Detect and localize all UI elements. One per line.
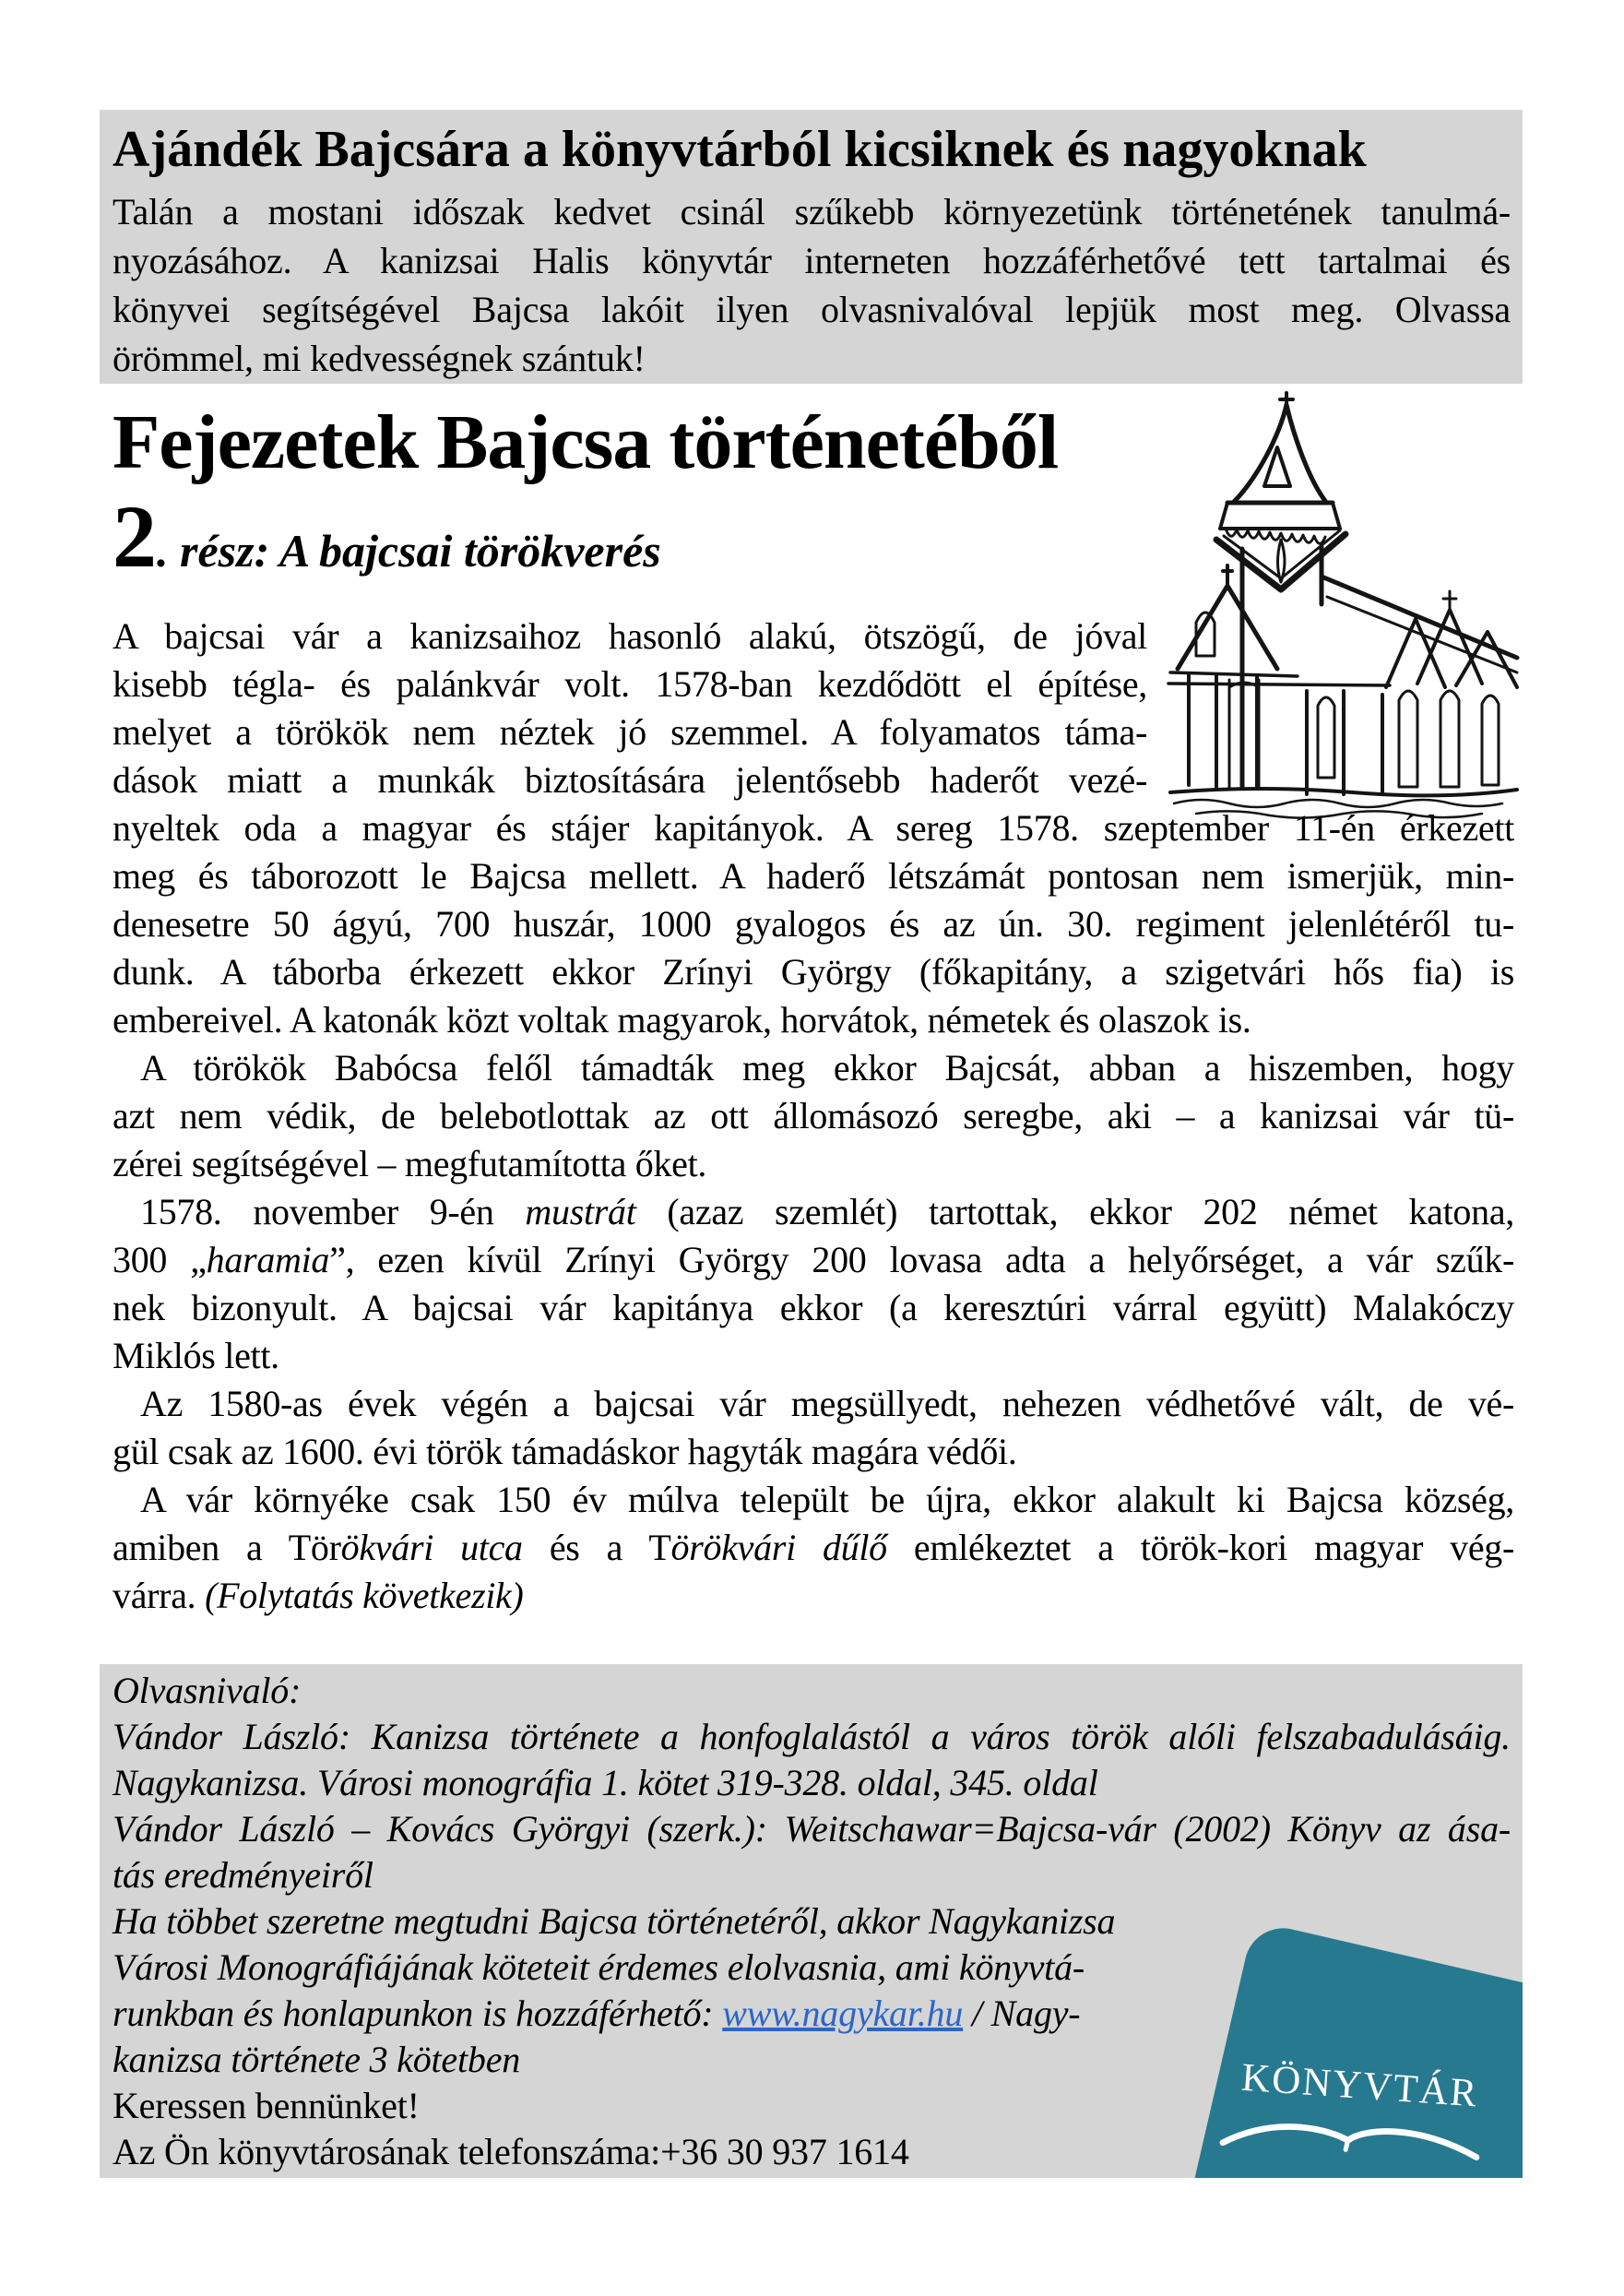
text-line: kanizsa története 3 kötetben <box>113 2039 521 2080</box>
text-line: A törökök Babócsa felől támadták meg ekkor Bajcsát, abban a hiszemben, hogy <box>140 1047 1514 1089</box>
text-line: 1578. november 9-én mustrát (azaz szemlét) tartottak, ekkor 202 német katona, <box>140 1191 1514 1232</box>
text-line: zérei segítségével – megfutamította őket. <box>113 1143 707 1184</box>
notice-body <box>113 187 1511 383</box>
text-line: runkban és honlapunkon is hozzáférhető: www.nagykar.hu / Nagy- <box>113 1993 1081 2034</box>
text-line: Olvasnivaló: <box>113 1670 302 1711</box>
text-line: Vándor László: Kanizsa története a honfoglalástól a város török alóli felszabadulásáig. <box>113 1716 1511 1757</box>
text-line: nyeltek oda a magyar és stájer kapitányok. A sereg 1578. szeptember 11-én érkezett <box>113 807 1514 849</box>
text-line: 300 „haramia”, ezen kívül Zrínyi György 200 lovasa adta a helyőrséget, a vár szűk- <box>113 1239 1514 1280</box>
library-logo-label: KÖNYVTÁR <box>1239 2055 1480 2116</box>
top-notice-box <box>100 110 1523 384</box>
text-line: Talán a mostani időszak kedvet csinál szűkebb környezetünk történetének tanulmá- <box>113 191 1511 232</box>
text-line: nek bizonyult. A bajcsai vár kapitánya ekkor (a keresztúri várral együtt) Malakóczy <box>113 1287 1514 1328</box>
text-line: Vándor László – Kovács Györgyi (szerk.): Weitschawar=Bajcsa-vár (2002) Könyv az ása- <box>113 1808 1511 1850</box>
text-line: kisebb tégla- és palánkvár volt. 1578-ban kezdődött el építése, <box>113 663 1147 705</box>
text-line: dások miatt a munkák biztosítására jelentősebb haderőt vezé- <box>113 759 1147 801</box>
text-line: azt nem védik, de belebotlottak az ott állomásozó seregbe, aki – a kanizsai vár tü- <box>113 1095 1514 1136</box>
text-line: A bajcsai vár a kanizsaihoz hasonló alakú, ötszögű, de jóval <box>113 615 1147 657</box>
text-line: Nagykanizsa. Városi monográfia 1. kötet 319-328. oldal, 345. oldal <box>113 1762 1098 1803</box>
text-line: Ha többet szeretne megtudni Bajcsa történetéről, akkor Nagykanizsa <box>113 1900 1116 1942</box>
subtitle-number: 2 <box>113 487 157 586</box>
notice-title: Ajándék Bajcsára a könyvtárból kicsiknek és nagyoknak <box>113 121 1367 178</box>
text-line: meg és táborozott le Bajcsa mellett. A haderő létszámát pontosan nem ismerjük, min- <box>113 855 1514 897</box>
text-line: dunk. A táborba érkezett ekkor Zrínyi György (főkapitány, a szigetvári hős fia) is <box>113 951 1514 993</box>
text-line: Az Ön könyvtárosának telefonszáma:+36 30 937 1614 <box>113 2131 909 2172</box>
nagykar-link[interactable]: www.nagykar.hu <box>722 1993 964 2034</box>
text-line: várra. (Folytatás következik) <box>113 1575 524 1616</box>
reading-box <box>100 1664 1523 2178</box>
text-line: Miklós lett. <box>113 1335 279 1376</box>
text-line: könyvei segítségével Bajcsa lakóit ilyen olvasnivalóval lepjük most meg. Olvassa <box>113 289 1511 330</box>
text-line: melyet a törökök nem néztek jó szemmel. A folyamatos táma- <box>113 711 1147 753</box>
text-line: Az 1580-as évek végén a bajcsai vár megsüllyedt, nehezen védhetővé vált, de vé- <box>140 1383 1514 1424</box>
article-heading: Fejezetek Bajcsa történetéből <box>113 399 1059 485</box>
text-line: nyozásához. A kanizsai Halis könyvtár interneten hozzáférhetővé tett tartalmai és <box>113 240 1511 281</box>
article-body <box>113 613 1514 1620</box>
text-line: gül csak az 1600. évi török támadáskor hagyták magára védői. <box>113 1431 1017 1472</box>
text-line: denesetre 50 ágyú, 700 huszár, 1000 gyalogos és az ún. 30. regiment jelenlétéről tu- <box>113 903 1514 945</box>
text-line: tás eredményeiről <box>113 1854 373 1896</box>
text-line: Keressen bennünket! <box>113 2085 420 2126</box>
text-line: Városi Monográfiájának köteteit érdemes elolvasnia, ami könyvtá- <box>113 1946 1085 1988</box>
text-line: örömmel, mi kedvességnek szántuk! <box>113 338 646 379</box>
text-line: A vár környéke csak 150 év múlva települt be újra, ekkor alakult ki Bajcsa község, <box>140 1479 1514 1520</box>
subtitle-text: . rész: A bajcsai törökverés <box>157 525 661 577</box>
article-subtitle <box>113 487 661 607</box>
text-line: embereivel. A katonák közt voltak magyarok, horvátok, németek és olaszok is. <box>113 999 1251 1041</box>
text-line: amiben a Törökvári utca és a Törökvári dűlő emlékeztet a török-kori magyar vég- <box>113 1527 1515 1568</box>
